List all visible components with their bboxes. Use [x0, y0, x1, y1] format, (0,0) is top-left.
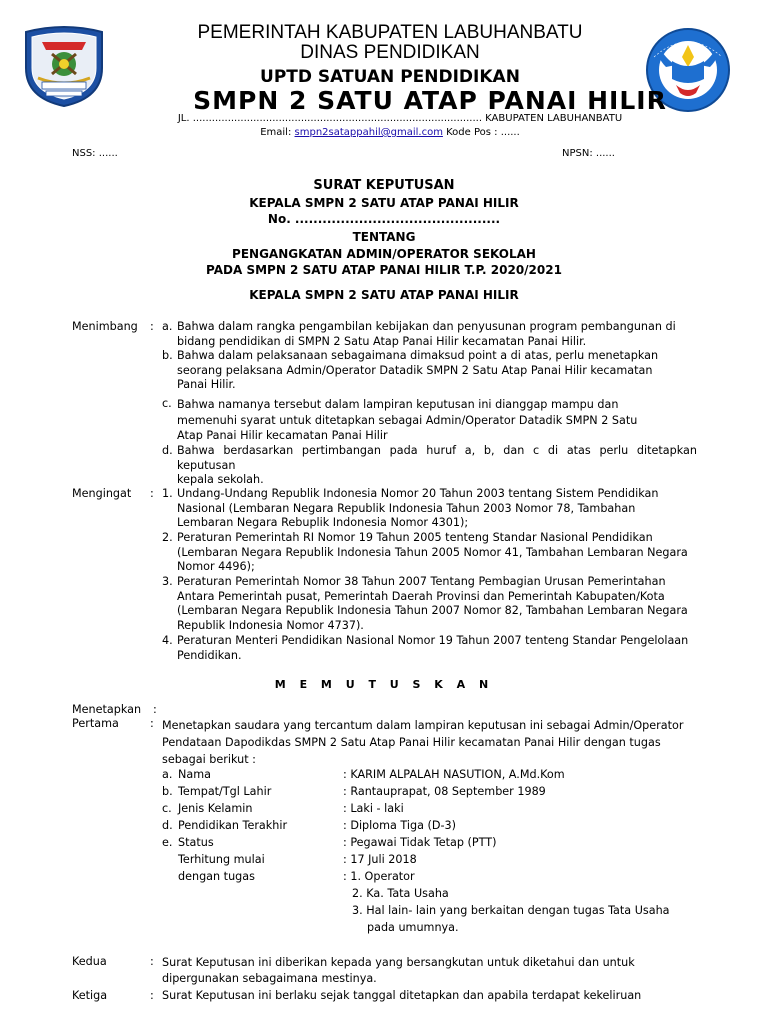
text-line: Bahwa dalam rangka pengambilan kebijakan dan penyusunan program pembangunan di [177, 320, 676, 333]
pertama-label: Pertama [72, 717, 119, 730]
menimbang-item [177, 320, 697, 349]
ketiga-text [162, 989, 702, 1004]
text-line: Pendataan Dapodikdas SMPN 2 Satu Atap Panai Hilir kecamatan Panai Hilir dengan tugas [162, 736, 661, 749]
text-line: memenuhi syarat untuk ditetapkan sebagai Admin/Operator Datadik SMPN 2 Satu [177, 413, 638, 427]
field-label-start: Terhitung mulai [178, 853, 265, 866]
subject-line-1: PENGANGKATAN ADMIN/OPERATOR SEKOLAH [232, 247, 536, 261]
field-label-education: Pendidikan Terakhir [178, 819, 288, 832]
text-line: Antara Pemerintah pusat, Pemerintah Daerah Provinsi dan Pemerintah Kabupaten/Kota [177, 589, 665, 603]
issuer-repeat: KEPALA SMPN 2 SATU ATAP PANAI HILIR [249, 288, 519, 302]
mengingat-marker: 3. [162, 575, 173, 588]
text-line: (Lembaran Negara Republik Indonesia Tahun 2005 Nomor 41, Tambahan Lembaran Negara [177, 545, 688, 559]
mengingat-item [177, 487, 697, 531]
ketiga-colon: : [150, 989, 154, 1002]
menimbang-marker: b. [162, 349, 173, 362]
field-label-status: Status [178, 836, 214, 849]
kedua-label: Kedua [72, 955, 107, 968]
labuhanbatu-logo [22, 24, 106, 108]
tentang-heading: TENTANG [352, 230, 416, 244]
mengingat-marker: 2. [162, 531, 173, 544]
field-marker: e. [162, 836, 173, 849]
menimbang-marker: d. [162, 444, 173, 457]
text-line: sebagai berikut : [162, 753, 256, 766]
text-line: Peraturan Menteri Pendidikan Nasional Nomor 19 Tahun 2007 tenteng Standar Pengelolaan [177, 634, 689, 647]
field-value-status: : Pegawai Tidak Tetap (PTT) [343, 836, 497, 849]
text-line: Bahwa berdasarkan pertimbangan pada huruf a, b, dan c di atas perlu ditetapkan keputusan [177, 444, 697, 472]
field-value-duty: : 1. Operator [343, 870, 415, 883]
field-label-gender: Jenis Kelamin [178, 802, 253, 815]
text-line: Lembaran Negara Rebuplik Indonesia Nomor 4301); [177, 516, 469, 529]
field-marker: b. [162, 785, 173, 798]
field-value-gender: : Laki - laki [343, 802, 404, 815]
kedua-text [162, 955, 702, 987]
email-link[interactable]: smpn2satappahil@gmail.com [294, 127, 443, 138]
field-value-nama: : KARIM ALPALAH NASUTION, A.Md.Kom [343, 768, 565, 781]
text-line: bidang pendidikan di SMPN 2 Satu Atap Panai Hilir kecamatan Panai Hilir. [177, 334, 587, 348]
school-name: SMPN 2 SATU ATAP PANAI HILIR [193, 86, 667, 115]
field-marker: c. [162, 802, 172, 815]
text-line: Bahwa dalam pelaksanaan sebagaimana dimaksud point a di atas, perlu menetapkan [177, 349, 659, 362]
subject-line-2: PADA SMPN 2 SATU ATAP PANAI HILIR T.P. 2020/2021 [206, 263, 562, 277]
duty-item: 2. Ka. Tata Usaha [352, 887, 449, 900]
text-line: Surat Keputusan ini berlaku sejak tanggal ditetapkan dan apabila terdapat kekeliruan [162, 989, 642, 1002]
field-value-start: : 17 Juli 2018 [343, 853, 417, 866]
mengingat-item [177, 531, 697, 575]
field-value-education: : Diploma Tiga (D-3) [343, 819, 457, 832]
pertama-text [162, 717, 702, 768]
pertama-colon: : [150, 717, 154, 730]
menimbang-colon: : [150, 320, 154, 333]
email-label: Email: [260, 127, 292, 138]
ketiga-label: Ketiga [72, 989, 108, 1002]
text-line: Bahwa namanya tersebut dalam lampiran keputusan ini dianggap mampu dan [177, 398, 619, 411]
menetapkan-label: Menetapkan [72, 703, 142, 716]
text-line: Surat Keputusan ini diberikan kepada yang bersangkutan untuk diketahui dan untuk [162, 956, 635, 969]
mengingat-label: Mengingat [72, 487, 132, 500]
field-value-ttl: : Rantauprapat, 08 September 1989 [343, 785, 546, 798]
kedua-colon: : [150, 955, 154, 968]
email-line [100, 127, 680, 138]
header-government: PEMERINTAH KABUPATEN LABUHANBATU [197, 22, 583, 43]
duty-item: pada umumnya. [367, 921, 459, 934]
document-title: SURAT KEPUTUSAN [313, 178, 455, 193]
text-line: Pendidikan. [177, 648, 242, 662]
mengingat-item [177, 634, 697, 663]
issuer: KEPALA SMPN 2 SATU ATAP PANAI HILIR [249, 196, 519, 210]
mengingat-item [177, 575, 697, 633]
text-line: Atap Panai Hilir kecamatan Panai Hilir [177, 429, 388, 442]
text-line: dipergunakan sebagaimana mestinya. [162, 972, 377, 985]
menimbang-item [177, 444, 697, 488]
text-line: Peraturan Pemerintah RI Nomor 19 Tahun 2005 tenteng Standar Nasional Pendidikan [177, 531, 653, 544]
field-marker: d. [162, 819, 173, 832]
address-line: JL. ........................................................................................... KABUPATEN LABUHANBATU [177, 113, 623, 124]
text-line: Menetapkan saudara yang tercantum dalam lampiran keputusan ini sebagai Admin/Operator [162, 719, 684, 732]
mengingat-marker: 4. [162, 634, 173, 647]
text-line: Peraturan Pemerintah Nomor 38 Tahun 2007 Tentang Pembagian Urusan Pemerintahan [177, 575, 666, 588]
text-line: Undang-Undang Republik Indonesia Nomor 20 Tahun 2003 tentang Sistem Pendidikan [177, 487, 659, 500]
postal-code: Kode Pos : ...... [446, 127, 520, 138]
field-label-ttl: Tempat/Tgl Lahir [178, 785, 272, 798]
npsn-field: NPSN: ...... [562, 148, 615, 159]
text-line: Republik Indonesia Nomor 4737). [177, 618, 364, 632]
text-line: Panai Hilir. [177, 378, 236, 391]
decree-number: No. ............................................. [267, 212, 501, 226]
header-department: DINAS PENDIDIKAN [300, 42, 480, 63]
menimbang-label: Menimbang [72, 320, 138, 333]
menimbang-item [177, 397, 697, 444]
header-unit: UPTD SATUAN PENDIDIKAN [260, 67, 520, 87]
nss-field: NSS: ...... [72, 148, 118, 159]
field-label-nama: Nama [178, 768, 211, 781]
text-line: Nasional (Lembaran Negara Republik Indonesia Tahun 2003 Nomor 78, Tambahan [177, 501, 636, 515]
menimbang-marker: a. [162, 320, 173, 333]
memutuskan-heading: M E M U T U S K A N [274, 678, 494, 691]
text-line: seorang pelaksana Admin/Operator Datadik SMPN 2 Satu Atap Panai Hilir kecamatan [177, 363, 653, 377]
duty-item: 3. Hal lain- lain yang berkaitan dengan tugas Tata Usaha [352, 904, 670, 917]
mengingat-marker: 1. [162, 487, 173, 500]
mengingat-colon: : [150, 487, 154, 500]
field-marker: a. [162, 768, 173, 781]
menetapkan-colon: : [153, 703, 157, 716]
text-line: kepala sekolah. [177, 473, 264, 486]
menimbang-item [177, 349, 697, 393]
text-line: Nomor 4496); [177, 560, 255, 573]
text-line: (Lembaran Negara Republik Indonesia Tahun 2007 Nomor 82, Tambahan Lembaran Negara [177, 604, 688, 617]
field-label-duty: dengan tugas [178, 870, 255, 883]
menimbang-marker: c. [162, 397, 172, 410]
